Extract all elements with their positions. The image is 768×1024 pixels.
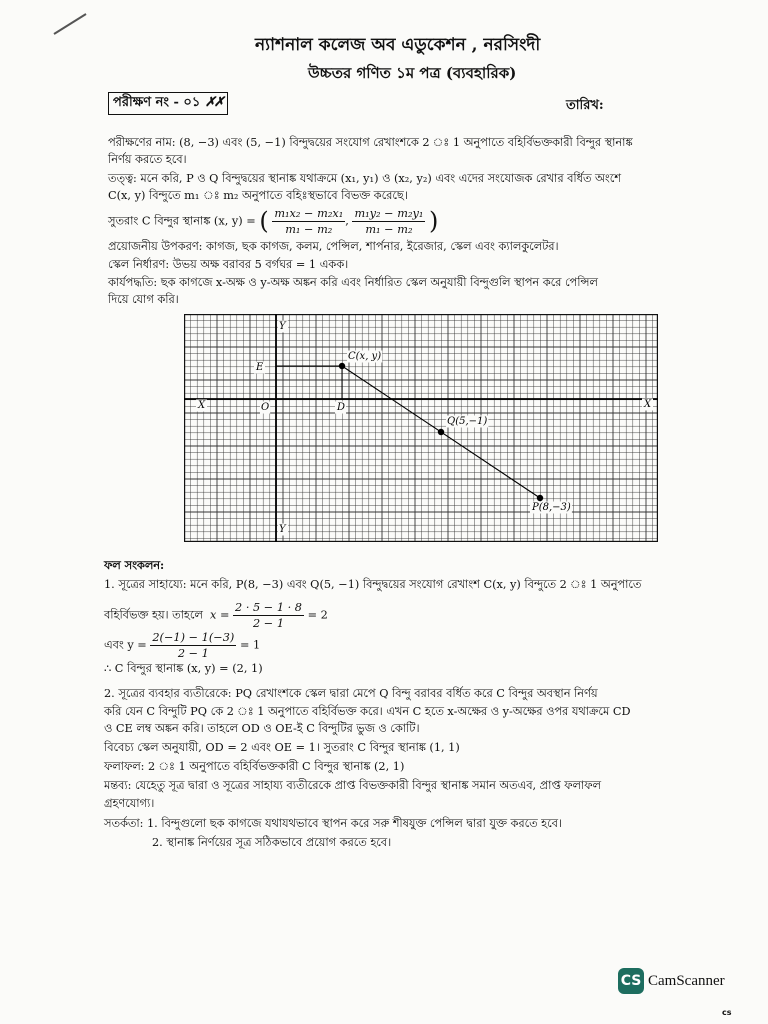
y-rhs: = 1	[239, 638, 261, 652]
result-2-line-4: বিবেচ্য স্কেল অনুযায়ী, OD = 2 এবং OE = 1। সুতরাং C বিন্দুর স্থানাঙ্ক (1, 1)	[104, 741, 460, 754]
formula-fraction-x	[272, 206, 345, 237]
y-denominator: 2 − 1	[177, 647, 209, 660]
formula-close-paren: )	[428, 207, 439, 235]
label-x-axis: X	[644, 399, 652, 410]
college-title: ন্যাশনাল কলেজ অব এডুকেশন , নরসিংদী	[255, 35, 541, 55]
label-c: C(x, y)	[348, 351, 382, 362]
result-y-line	[104, 630, 260, 661]
y-lhs: এবং y =	[104, 638, 147, 652]
point-p	[537, 495, 543, 501]
scribble-mark: ✗✗	[204, 95, 223, 110]
subject-title: উচ্চতর গণিত ১ম পত্র (ব্যবহারিক)	[308, 64, 517, 82]
formula-num-x: m₁x₂ − m₂x₁	[274, 207, 344, 220]
camscanner-logo: CS	[618, 968, 644, 994]
point-c	[339, 363, 345, 369]
result-2-line-3: ও CE লম্ব অঙ্কন করি। তাহলে OD ও OE-ই C বিন্দুটির ভুজ ও কোটি।	[104, 722, 420, 735]
y-numerator: 2(−1) − 1(−3)	[152, 631, 235, 644]
caution-line-2: 2. স্থানাঙ্ক নির্ণয়ের সূত্র সঠিকভাবে প্রয়োগ করতে হবে।	[152, 836, 392, 849]
formula-fraction-y	[352, 206, 425, 237]
graph-paper	[184, 314, 658, 542]
result-1-line: 1. সূত্রের সাহায্যে: মনে করি, P(8, −3) এবং Q(5, −1) বিন্দুদ্বয়ের সংযোগ রেখাংশ C(x, y) বিন্দুতে 2 ঃ 1 অনুপাতে	[104, 578, 642, 591]
result-2-line-2: করি যেন C বিন্দুটি PQ কে 2 ঃ 1 অনুপাতে বহির্বিভক্ত করে। এখন C হতে x-অক্ষের ও y-অক্ষের ওপর যথাক্রমে CD	[104, 705, 631, 718]
x-lhs: x =	[210, 608, 230, 622]
formula-line: সুতরাং C বিন্দুর স্থানাঙ্ক (x, y) = ( $\frac{\text{m₁x₂ − m₂x₁}}{\text{m₁ − m₂}}$ , $\frac{\text{m₁y₂ − m₂y₁}}{\text{m₁ − m₂}}$ )	[108, 207, 439, 236]
experiment-label: পরীক্ষণ নং - ০১	[113, 95, 201, 110]
result-1-conclusion: ∴ C বিন্দুর স্থানাঙ্ক (x, y) = (2, 1)	[104, 662, 263, 675]
x-fraction	[233, 600, 304, 631]
label-d: D	[337, 402, 346, 413]
point-q	[438, 429, 444, 435]
comment-line-2: গ্রহণযোগ্য।	[104, 797, 155, 810]
label-e: E	[256, 362, 264, 373]
x-denominator: 2 − 1	[253, 617, 285, 630]
result-1-text: বহির্বিভক্ত হয়। তাহলে	[104, 608, 203, 622]
formula-den-y: m₁ − m₂	[365, 223, 413, 236]
date-label: তারিখ:	[566, 98, 604, 113]
camscanner-watermark	[618, 968, 725, 994]
label-origin: O	[261, 402, 270, 413]
x-numerator: 2 · 5 − 1 · 8	[235, 601, 302, 614]
final-result: ফলাফল: 2 ঃ 1 অনুপাতে বহির্বিভক্তকারী C বিন্দুর স্থানাঙ্ক (2, 1)	[104, 760, 405, 773]
label-p: P(8,−3)	[532, 502, 571, 513]
x-rhs: = 2	[307, 608, 328, 622]
label-y-prime: Y	[279, 524, 286, 535]
formula-open-paren: (	[259, 207, 269, 235]
camscanner-brand: CamScanner	[648, 972, 725, 989]
y-fraction	[150, 630, 236, 661]
label-q: Q(5,−1)	[447, 416, 488, 427]
caution-line: সতর্কতা: 1. বিন্দুগুলো ছক কাগজে যথাযথভাবে স্থাপন করে সরু শীষযুক্ত পেন্সিল দ্বারা যুক্ত করতে হবে।	[104, 817, 562, 830]
experiment-name-line-2: নির্ণয় করতে হবে।	[108, 153, 187, 166]
equipment-line: প্রয়োজনীয় উপকরণ: কাগজ, ছক কাগজ, কলম, পেন্সিল, শার্পনার, ইরেজার, স্কেল এবং ক্যালকুলেটর।	[108, 240, 559, 253]
procedure-line-2: দিয়ে যোগ করি।	[108, 293, 179, 306]
camscanner-small-mark: cs	[722, 1008, 732, 1017]
formula-num-y: m₁y₂ − m₂y₁	[354, 207, 424, 220]
experiment-name-line: পরীক্ষণের নাম: (8, −3) এবং (5, −1) বিন্দুদ্বয়ের সংযোগ রেখাংশকে 2 ঃ 1 অনুপাতে বহির্বিভক্তকারী বিন্দুর স্থানাঙ্ক	[108, 136, 633, 149]
experiment-number	[108, 92, 228, 115]
formula-prefix: সুতরাং C বিন্দুর স্থানাঙ্ক (x, y) =	[108, 214, 256, 228]
theory-line: তত্ত্ব: মনে করি, P ও Q বিন্দুদ্বয়ের স্থানাঙ্ক যথাক্রমে (x₁, y₁) ও (x₂, y₂) এবং এদের সংযোজক রেখার বর্ধিত অংশে	[108, 172, 621, 185]
theory-line-2: C(x, y) বিন্দুতে m₁ ঃ m₂ অনুপাতে বহিঃস্থভাবে বিভক্ত করেছে।	[108, 189, 408, 202]
scale-line: স্কেল নির্ধারণ: উভয় অক্ষ বরাবর 5 বর্গঘর = 1 একক।	[108, 258, 349, 271]
results-heading: ফল সংকলন:	[104, 558, 165, 572]
pen-mark	[50, 8, 100, 38]
label-y-axis: Y	[279, 321, 286, 332]
procedure-line: কার্যপদ্ধতি: ছক কাগজে x-অক্ষ ও y-অক্ষ অঙ্কন করি এবং নির্ধারিত স্কেল অনুযায়ী বিন্দুগুলি স্থাপন করে পেন্সিল	[108, 276, 598, 289]
label-x-prime: X	[198, 400, 206, 411]
result-2-line: 2. সূত্রের ব্যবহার ব্যতীরেকে: PQ রেখাংশকে স্কেল দ্বারা মেপে Q বিন্দু বরাবর বর্ধিত করে C বিন্দুর অবস্থান নির্ণয়	[104, 687, 598, 700]
result-1-line-2	[104, 600, 328, 631]
formula-den-x: m₁ − m₂	[285, 223, 333, 236]
comment-line: মন্তব্য: যেহেতু সূত্র দ্বারা ও সূত্রের সাহায্য ব্যতীরেকে প্রাপ্ত বিভক্তকারী বিন্দুর স্থানাঙ্ক সমান অতএব, প্রাপ্ত ফলাফল	[104, 779, 601, 792]
